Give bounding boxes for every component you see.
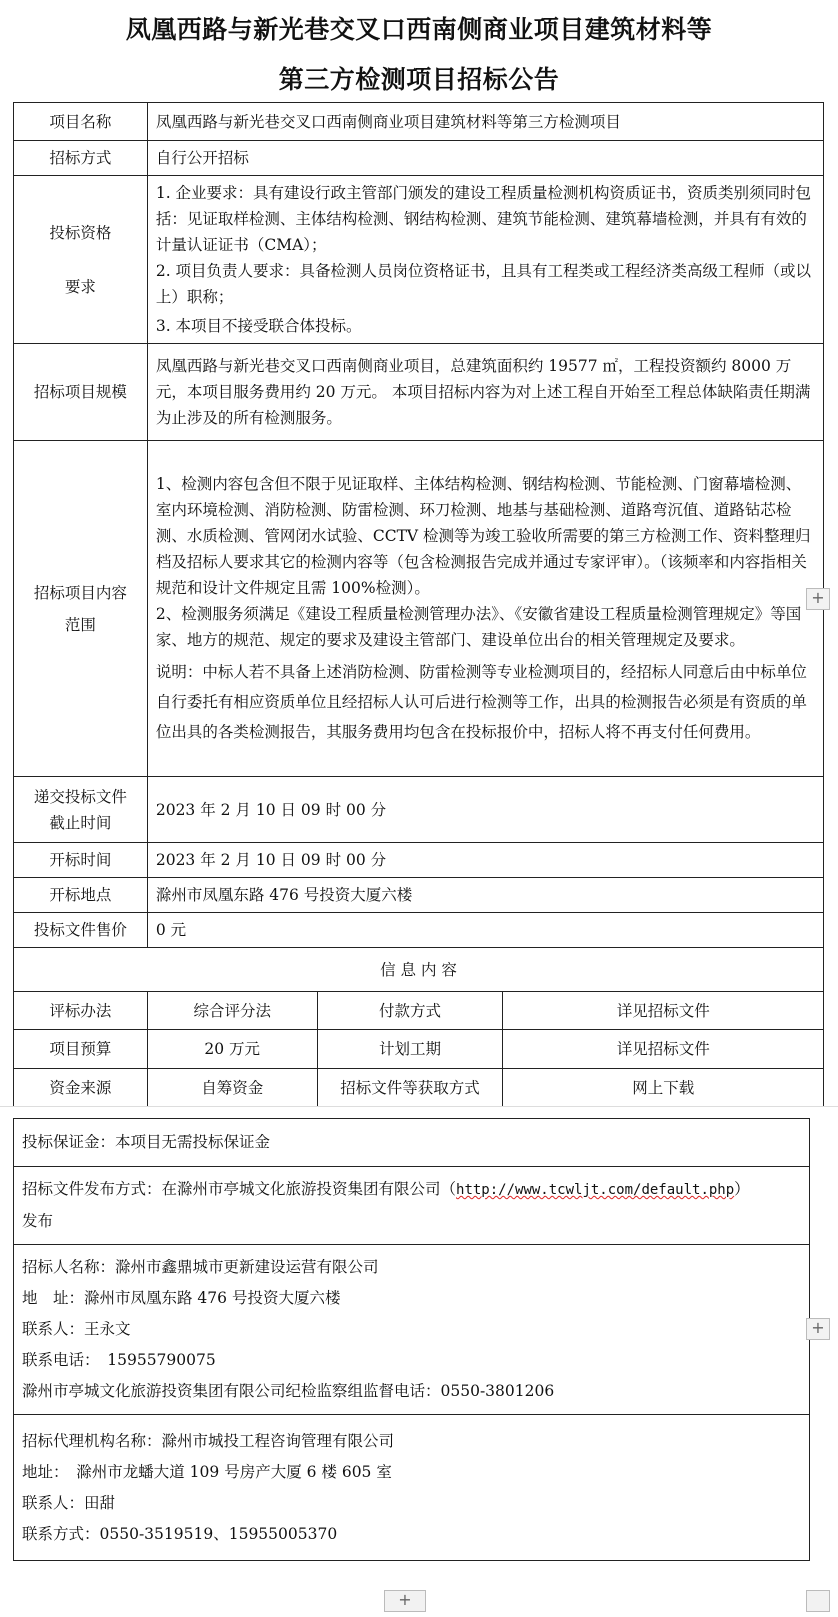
tenderer-name: 招标人名称：滁州市鑫鼎城市更新建设运营有限公司 <box>22 1258 379 1276</box>
open-place-label: 开标地点 <box>14 878 148 913</box>
table-divider <box>0 1106 838 1107</box>
project-name-value: 凤凰西路与新光巷交叉口西南侧商业项目建筑材料等第三方检测项目 <box>147 103 823 141</box>
scope-note: 说明：中标人若不具备上述消防检测、防雷检测等专业检测项目的，经招标人同意后由中标单位自行委托有相应资质单位且经招标人认可后进行检测等工作，出具的检测报告必须是有资质的单位出具的各类检测报告，其服务费用均包含在投标报价中，招标人将不再支付任何费用。 <box>155 662 807 741</box>
row-publish <box>14 1167 810 1245</box>
scope-item-1: 1、检测内容包含但不限于见证取样、主体结构检测、钢结构检测、节能检测、门窗幕墙检测、室内环境检测、消防检测、防雷检测、环刀检测、地基与基础检测、道路弯沉值、道路钻芯检测、水质检测、管网闭水试验、CCTV 检测等为竣工验收所需要的第三方检测工作、资料整理归档及招标人要求其它的检测内容等（包含检测报告完成并通过专家评审）。（该频率和内容指相关规范和设计文件规定且需 100%检测）。 <box>155 474 811 597</box>
agent-phone: 联系方式：0550-3519519、15955005370 <box>22 1524 338 1543</box>
publish-url-link[interactable]: http://www.tcwljt.com/default.php <box>456 1182 735 1198</box>
open-time-value: 2023 年 2 月 10 日 09 时 00 分 <box>147 843 823 878</box>
scale-label: 招标项目规模 <box>14 344 148 441</box>
info-row-3 <box>14 1069 824 1107</box>
add-row-button-1[interactable]: + <box>806 588 830 610</box>
publish-end: 发布 <box>22 1212 54 1230</box>
info-cell-1-3: 付款方式 <box>317 992 503 1030</box>
qualification-item-1: 1. 企业要求：具有建设行政主管部门颁发的建设工程质量检测机构资质证书，资质类别须同时包括：见证取样检测、主体结构检测、钢结构检测、建筑节能检测、建筑幕墙检测，并具有有效的计量认证证书（CMA）； <box>155 184 812 254</box>
scale-value: 凤凰西路与新光巷交叉口西南侧商业项目，总建筑面积约 19577 ㎡，工程投资额约 8000 万元，本项目服务费用约 20 万元。 本项目招标内容为对上述工程自开始至工程总体缺陷责任期满为止涉及的所有检测服务。 <box>147 344 823 441</box>
row-open-place <box>14 878 824 913</box>
row-agent <box>14 1415 810 1561</box>
deadline-label-line-2: 截止时间 <box>49 813 112 832</box>
row-tenderer <box>14 1245 810 1415</box>
open-time-label: 开标时间 <box>14 843 148 878</box>
tenderer-contact: 联系人：王永文 <box>22 1320 131 1338</box>
row-deposit <box>14 1119 810 1167</box>
info-cell-2-4: 详见招标文件 <box>503 1030 824 1069</box>
qualification-item-3: 3. 本项目不接受联合体投标。 <box>155 317 362 335</box>
title-line-1: 凤凰西路与新光巷交叉口西南侧商业项目建筑材料等 <box>125 15 713 44</box>
info-header: 信 息 内 容 <box>14 948 824 992</box>
add-row-button-2[interactable]: + <box>806 1318 830 1340</box>
row-deadline <box>14 777 824 843</box>
info-row-2 <box>14 1030 824 1069</box>
row-qualification <box>14 176 824 344</box>
info-cell-3-3: 招标文件等获取方式 <box>317 1069 503 1107</box>
info-cell-2-1: 项目预算 <box>14 1030 148 1069</box>
tenderer-cell <box>14 1245 810 1415</box>
scope-label-line-2: 范围 <box>64 615 96 634</box>
open-place-value: 滁州市凤凰东路 476 号投资大厦六楼 <box>147 878 823 913</box>
contact-table <box>13 1118 810 1561</box>
agent-address: 地址： 滁州市龙蟠大道 109 号房产大厦 6 楼 605 室 <box>22 1462 392 1481</box>
row-scale <box>14 344 824 441</box>
qualification-label-line-1: 投标资格 <box>49 223 112 242</box>
agent-name: 招标代理机构名称：滁州市城投工程咨询管理有限公司 <box>22 1431 395 1450</box>
supervision-phone: 滁州市亭城文化旅游投资集团有限公司纪检监察组监督电话：0550-3801206 <box>22 1382 555 1400</box>
title-line-2: 第三方检测项目招标公告 <box>278 65 560 94</box>
bid-method-value: 自行公开招标 <box>147 141 823 176</box>
info-cell-3-4: 网上下载 <box>503 1069 824 1107</box>
row-scope <box>14 441 824 777</box>
publish-cell <box>14 1167 810 1245</box>
deposit-text: 投标保证金：本项目无需投标保证金 <box>14 1119 810 1167</box>
price-value: 0 元 <box>147 913 823 948</box>
row-bid-method <box>14 141 824 176</box>
row-price <box>14 913 824 948</box>
deadline-label <box>14 777 148 843</box>
info-cell-1-2: 综合评分法 <box>147 992 317 1030</box>
deadline-value: 2023 年 2 月 10 日 09 时 00 分 <box>147 777 823 843</box>
info-cell-1-4: 详见招标文件 <box>503 992 824 1030</box>
price-label: 投标文件售价 <box>14 913 148 948</box>
info-cell-2-3: 计划工期 <box>317 1030 503 1069</box>
row-info-header <box>14 948 824 992</box>
resize-handle[interactable] <box>806 1590 830 1612</box>
row-project-name <box>14 103 824 141</box>
tenderer-phone: 联系电话： 15955790075 <box>22 1351 216 1369</box>
agent-contact: 联系人：田甜 <box>22 1493 116 1512</box>
add-table-button[interactable]: + <box>384 1590 426 1612</box>
info-cell-3-1: 资金来源 <box>14 1069 148 1107</box>
scope-item-2: 2、检测服务须满足《建设工程质量检测管理办法》、《安徽省建设工程质量检测管理规定》等国家、地方的规范、规定的要求及建设主管部门、建设单位出台的相关管理规定及要求。 <box>155 604 802 649</box>
info-cell-2-2: 20 万元 <box>147 1030 317 1069</box>
agent-cell <box>14 1415 810 1561</box>
info-cell-1-1: 评标办法 <box>14 992 148 1030</box>
scope-value <box>147 441 823 777</box>
info-cell-3-2: 自筹资金 <box>147 1069 317 1107</box>
publish-prefix: 招标文件发布方式：在滁州市亭城文化旅游投资集团有限公司（ <box>22 1180 457 1198</box>
scope-label-line-1: 招标项目内容 <box>33 583 127 602</box>
qualification-label <box>14 176 148 344</box>
qualification-item-2: 2. 项目负责人要求：具备检测人员岗位资格证书，且具有工程类或工程经济类高级工程师（或以上）职称； <box>155 262 812 306</box>
row-open-time <box>14 843 824 878</box>
qualification-label-line-2: 要求 <box>64 277 96 296</box>
notice-table <box>13 102 824 1107</box>
tenderer-address: 地 址：滁州市凤凰东路 476 号投资大厦六楼 <box>22 1289 341 1307</box>
info-row-1 <box>14 992 824 1030</box>
bid-method-label: 招标方式 <box>14 141 148 176</box>
publish-suffix: ） <box>734 1180 750 1198</box>
deadline-label-line-1: 递交投标文件 <box>33 787 127 806</box>
project-name-label: 项目名称 <box>14 103 148 141</box>
qualification-value <box>147 176 823 344</box>
scope-label <box>14 441 148 777</box>
